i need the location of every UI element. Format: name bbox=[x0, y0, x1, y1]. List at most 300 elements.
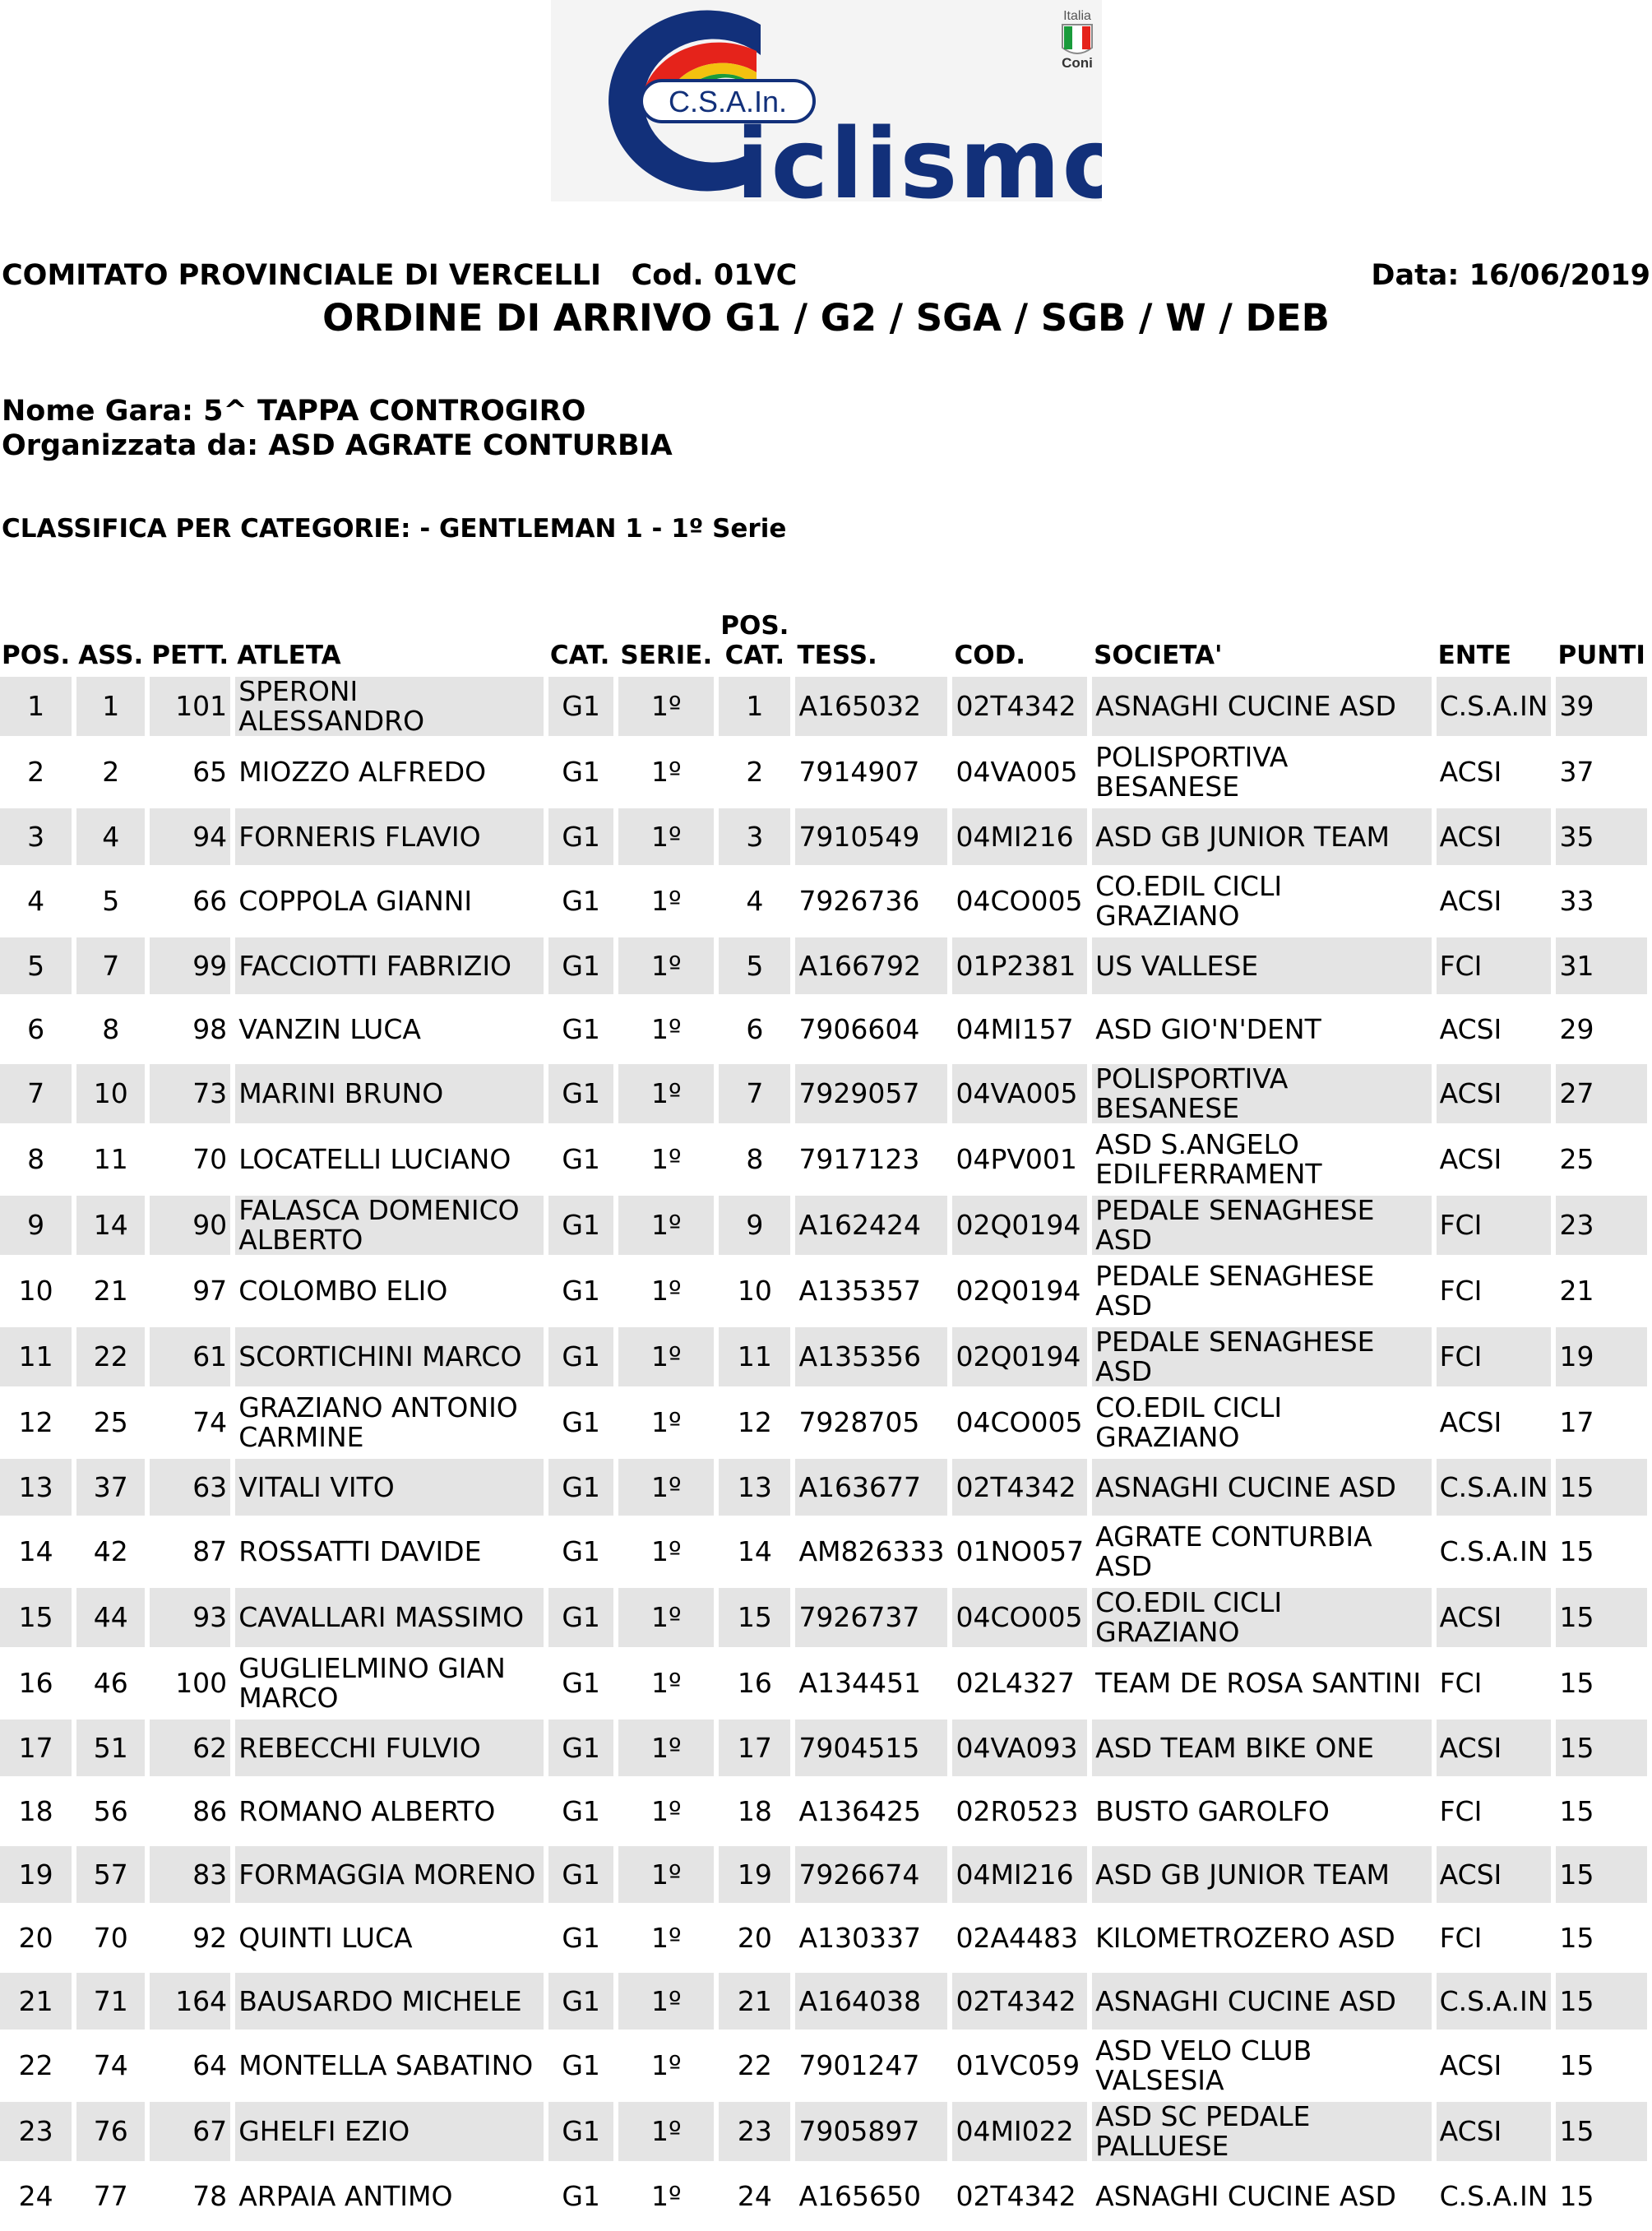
cell-atleta: SPERONI ALESSANDRO bbox=[235, 677, 544, 736]
cell-ente: ACSI bbox=[1437, 2036, 1552, 2095]
cell-pos-cat: 23 bbox=[719, 2102, 790, 2161]
cell-cat: G1 bbox=[548, 872, 613, 931]
cell-cod: 04CO005 bbox=[952, 1588, 1087, 1647]
cell-pos-cat: 10 bbox=[719, 1261, 790, 1321]
cell-cod: 02R0523 bbox=[952, 1783, 1087, 1840]
cell-pett: 100 bbox=[150, 1654, 230, 1713]
cell-atleta: GHELFI EZIO bbox=[235, 2102, 544, 2161]
table-row bbox=[0, 1588, 1647, 1647]
ciclismo-logo bbox=[551, 0, 1102, 201]
table-row bbox=[0, 1654, 1647, 1713]
cell-ente: ACSI bbox=[1437, 1588, 1552, 1647]
cell-ass: 37 bbox=[76, 1459, 145, 1516]
cell-serie: 1º bbox=[618, 1720, 714, 1776]
cell-cat: G1 bbox=[548, 1654, 613, 1713]
cell-atleta: BAUSARDO MICHELE bbox=[235, 1973, 544, 2030]
table-row bbox=[0, 1064, 1647, 1123]
cell-pos: 24 bbox=[0, 2168, 72, 2224]
cell-ass: 76 bbox=[76, 2102, 145, 2161]
results-table bbox=[0, 604, 1652, 2231]
cell-pett: 98 bbox=[150, 1001, 230, 1058]
cell-atleta: GRAZIANO ANTONIO CARMINE bbox=[235, 1393, 544, 1452]
cell-tess: 7926736 bbox=[795, 872, 947, 931]
cell-serie: 1º bbox=[618, 1654, 714, 1713]
cell-serie: 1º bbox=[618, 2102, 714, 2161]
cell-punti: 15 bbox=[1556, 1654, 1647, 1713]
cell-ass: 4 bbox=[76, 808, 145, 865]
cell-cat: G1 bbox=[548, 677, 613, 736]
cell-pos-cat: 7 bbox=[719, 1064, 790, 1123]
cell-punti: 23 bbox=[1556, 1196, 1647, 1255]
cell-punti: 27 bbox=[1556, 1064, 1647, 1123]
cell-punti: 15 bbox=[1556, 1909, 1647, 1966]
cell-pett: 78 bbox=[150, 2168, 230, 2224]
cell-punti: 15 bbox=[1556, 1588, 1647, 1647]
col-atleta: ATLETA bbox=[237, 641, 341, 670]
cell-punti: 37 bbox=[1556, 743, 1647, 802]
cell-cod: 02A4483 bbox=[952, 1909, 1087, 1966]
committee-label: COMITATO PROVINCIALE DI VERCELLI Cod. 01VC bbox=[2, 259, 798, 292]
cell-cod: 02T4342 bbox=[952, 677, 1087, 736]
cell-tess: 7904515 bbox=[795, 1720, 947, 1776]
cell-atleta: FORMAGGIA MORENO bbox=[235, 1846, 544, 1903]
cell-pett: 164 bbox=[150, 1973, 230, 2030]
cell-societa: ASD SC PEDALE PALLUESE bbox=[1092, 2102, 1431, 2161]
table-header-row bbox=[0, 611, 1647, 670]
cell-ass: 22 bbox=[76, 1327, 145, 1386]
cell-atleta: FACCIOTTI FABRIZIO bbox=[235, 937, 544, 994]
cell-ass: 25 bbox=[76, 1393, 145, 1452]
cell-pos: 16 bbox=[0, 1654, 72, 1713]
cell-ass: 44 bbox=[76, 1588, 145, 1647]
table-row bbox=[0, 1327, 1647, 1386]
cell-serie: 1º bbox=[618, 872, 714, 931]
cell-pos-cat: 13 bbox=[719, 1459, 790, 1516]
cell-ente: ACSI bbox=[1437, 1130, 1552, 1189]
cell-pos: 5 bbox=[0, 937, 72, 994]
cell-punti: 17 bbox=[1556, 1393, 1647, 1452]
cell-pos: 7 bbox=[0, 1064, 72, 1123]
cell-serie: 1º bbox=[618, 1846, 714, 1903]
cell-pett: 61 bbox=[150, 1327, 230, 1386]
cell-cat: G1 bbox=[548, 2102, 613, 2161]
cell-punti: 19 bbox=[1556, 1327, 1647, 1386]
cell-serie: 1º bbox=[618, 1130, 714, 1189]
table-row bbox=[0, 1459, 1647, 1516]
col-punti: PUNTI bbox=[1557, 641, 1645, 670]
cell-serie: 1º bbox=[618, 1522, 714, 1581]
table-row bbox=[0, 1522, 1647, 1581]
cell-pos: 18 bbox=[0, 1783, 72, 1840]
cell-atleta: ROSSATTI DAVIDE bbox=[235, 1522, 544, 1581]
cell-pett: 86 bbox=[150, 1783, 230, 1840]
cell-punti: 15 bbox=[1556, 1720, 1647, 1776]
cell-cat: G1 bbox=[548, 937, 613, 994]
col-pos-cat: POS. CAT. bbox=[720, 611, 789, 670]
cell-serie: 1º bbox=[618, 1909, 714, 1966]
cell-pett: 62 bbox=[150, 1720, 230, 1776]
cell-ass: 57 bbox=[76, 1846, 145, 1903]
cell-punti: 15 bbox=[1556, 2036, 1647, 2095]
cell-pos: 20 bbox=[0, 1909, 72, 1966]
cell-societa: ASNAGHI CUCINE ASD bbox=[1092, 2168, 1431, 2224]
table-row bbox=[0, 1001, 1647, 1058]
cell-cat: G1 bbox=[548, 1588, 613, 1647]
col-pett: PETT. bbox=[151, 641, 229, 670]
cell-tess: 7910549 bbox=[795, 808, 947, 865]
cell-pett: 99 bbox=[150, 937, 230, 994]
cell-ente: FCI bbox=[1437, 1261, 1552, 1321]
cell-pos: 9 bbox=[0, 1196, 72, 1255]
cell-tess: 7926737 bbox=[795, 1588, 947, 1647]
cell-cod: 04VA005 bbox=[952, 1064, 1087, 1123]
cell-cod: 02Q0194 bbox=[952, 1261, 1087, 1321]
cell-pos-cat: 4 bbox=[719, 872, 790, 931]
table-row bbox=[0, 937, 1647, 994]
cell-pos-cat: 16 bbox=[719, 1654, 790, 1713]
cell-ass: 21 bbox=[76, 1261, 145, 1321]
cell-pos-cat: 19 bbox=[719, 1846, 790, 1903]
cell-serie: 1º bbox=[618, 1393, 714, 1452]
cell-tess: A165650 bbox=[795, 2168, 947, 2224]
cell-pos-cat: 20 bbox=[719, 1909, 790, 1966]
cell-serie: 1º bbox=[618, 808, 714, 865]
cell-pett: 64 bbox=[150, 2036, 230, 2095]
cell-ass: 7 bbox=[76, 937, 145, 994]
cell-cat: G1 bbox=[548, 2168, 613, 2224]
cell-tess: 7901247 bbox=[795, 2036, 947, 2095]
cell-cod: 04VA005 bbox=[952, 743, 1087, 802]
cell-societa: ASD GB JUNIOR TEAM bbox=[1092, 808, 1431, 865]
cell-societa: BUSTO GAROLFO bbox=[1092, 1783, 1431, 1840]
cell-pos-cat: 22 bbox=[719, 2036, 790, 2095]
cell-ass: 42 bbox=[76, 1522, 145, 1581]
cell-ass: 46 bbox=[76, 1654, 145, 1713]
cell-pett: 93 bbox=[150, 1588, 230, 1647]
cell-societa: CO.EDIL CICLI GRAZIANO bbox=[1092, 1393, 1431, 1452]
cell-cod: 01VC059 bbox=[952, 2036, 1087, 2095]
cell-atleta: ROMANO ALBERTO bbox=[235, 1783, 544, 1840]
race-name: Nome Gara: 5^ TAPPA CONTROGIRO bbox=[2, 395, 586, 428]
cell-societa: CO.EDIL CICLI GRAZIANO bbox=[1092, 1588, 1431, 1647]
cell-pett: 65 bbox=[150, 743, 230, 802]
cell-ente: C.S.A.IN bbox=[1437, 2168, 1552, 2224]
cell-ente: ACSI bbox=[1437, 1001, 1552, 1058]
cell-cod: 02T4342 bbox=[952, 1459, 1087, 1516]
table-row bbox=[0, 1909, 1647, 1966]
cell-societa: ASD GB JUNIOR TEAM bbox=[1092, 1846, 1431, 1903]
cell-punti: 25 bbox=[1556, 1130, 1647, 1189]
cell-ass: 74 bbox=[76, 2036, 145, 2095]
cell-ass: 5 bbox=[76, 872, 145, 931]
cell-pos: 6 bbox=[0, 1001, 72, 1058]
cell-punti: 31 bbox=[1556, 937, 1647, 994]
cell-pos-cat: 15 bbox=[719, 1588, 790, 1647]
table-row bbox=[0, 743, 1647, 802]
cell-serie: 1º bbox=[618, 743, 714, 802]
table-row bbox=[0, 808, 1647, 865]
table-row bbox=[0, 872, 1647, 931]
cell-ente: C.S.A.IN bbox=[1437, 1522, 1552, 1581]
cell-punti: 33 bbox=[1556, 872, 1647, 931]
cell-pett: 63 bbox=[150, 1459, 230, 1516]
cell-cat: G1 bbox=[548, 1846, 613, 1903]
cell-serie: 1º bbox=[618, 1588, 714, 1647]
table-row bbox=[0, 1783, 1647, 1840]
col-ass: ASS. bbox=[78, 641, 144, 670]
cell-cat: G1 bbox=[548, 1001, 613, 1058]
cell-ass: 8 bbox=[76, 1001, 145, 1058]
cell-pos-cat: 18 bbox=[719, 1783, 790, 1840]
col-pos: POS. bbox=[2, 641, 71, 670]
cell-tess: A164038 bbox=[795, 1973, 947, 2030]
cell-pos-cat: 2 bbox=[719, 743, 790, 802]
cell-societa: ASD S.ANGELO EDILFERRAMENT bbox=[1092, 1130, 1431, 1189]
cell-cod: 04MI216 bbox=[952, 1846, 1087, 1903]
cell-tess: A162424 bbox=[795, 1196, 947, 1255]
cell-pos: 2 bbox=[0, 743, 72, 802]
cell-cat: G1 bbox=[548, 2036, 613, 2095]
cell-punti: 15 bbox=[1556, 1973, 1647, 2030]
cell-cat: G1 bbox=[548, 1522, 613, 1581]
table-row bbox=[0, 1196, 1647, 1255]
cell-pos: 15 bbox=[0, 1588, 72, 1647]
cell-cat: G1 bbox=[548, 1064, 613, 1123]
cell-serie: 1º bbox=[618, 1327, 714, 1386]
cell-tess: 7926674 bbox=[795, 1846, 947, 1903]
cell-atleta: GUGLIELMINO GIAN MARCO bbox=[235, 1654, 544, 1713]
cell-ente: ACSI bbox=[1437, 1064, 1552, 1123]
cell-pos: 21 bbox=[0, 1973, 72, 2030]
cell-pos-cat: 5 bbox=[719, 937, 790, 994]
cell-ente: ACSI bbox=[1437, 2102, 1552, 2161]
cell-pett: 74 bbox=[150, 1393, 230, 1452]
cell-ass: 1 bbox=[76, 677, 145, 736]
cell-cat: G1 bbox=[548, 1261, 613, 1321]
cell-ente: ACSI bbox=[1437, 872, 1552, 931]
cell-pos-cat: 17 bbox=[719, 1720, 790, 1776]
col-societa: SOCIETA' bbox=[1094, 641, 1223, 670]
cell-pos: 11 bbox=[0, 1327, 72, 1386]
cell-cod: 04CO005 bbox=[952, 872, 1087, 931]
cell-atleta: VANZIN LUCA bbox=[235, 1001, 544, 1058]
cell-atleta: COPPOLA GIANNI bbox=[235, 872, 544, 931]
table-row bbox=[0, 2036, 1647, 2095]
cell-tess: A165032 bbox=[795, 677, 947, 736]
cell-ass: 10 bbox=[76, 1064, 145, 1123]
cell-cod: 04MI157 bbox=[952, 1001, 1087, 1058]
cell-serie: 1º bbox=[618, 1459, 714, 1516]
cell-pett: 87 bbox=[150, 1522, 230, 1581]
col-serie: SERIE. bbox=[620, 641, 713, 670]
cell-pos: 19 bbox=[0, 1846, 72, 1903]
cell-tess: A134451 bbox=[795, 1654, 947, 1713]
cell-societa: TEAM DE ROSA SANTINI bbox=[1092, 1654, 1431, 1713]
cell-pos: 4 bbox=[0, 872, 72, 931]
cell-ente: FCI bbox=[1437, 1654, 1552, 1713]
cell-cod: 04PV001 bbox=[952, 1130, 1087, 1189]
cell-pett: 101 bbox=[150, 677, 230, 736]
cell-tess: A130337 bbox=[795, 1909, 947, 1966]
cell-punti: 35 bbox=[1556, 808, 1647, 865]
brand-text: iclismo bbox=[736, 107, 1102, 201]
cell-cat: G1 bbox=[548, 1783, 613, 1840]
cell-atleta: REBECCHI FULVIO bbox=[235, 1720, 544, 1776]
cell-cat: G1 bbox=[548, 1196, 613, 1255]
cell-ente: FCI bbox=[1437, 937, 1552, 994]
cell-ente: FCI bbox=[1437, 1327, 1552, 1386]
cell-pos: 22 bbox=[0, 2036, 72, 2095]
cell-pos-cat: 8 bbox=[719, 1130, 790, 1189]
cell-punti: 15 bbox=[1556, 2168, 1647, 2224]
table-row bbox=[0, 1393, 1647, 1452]
cell-tess: 7905897 bbox=[795, 2102, 947, 2161]
cell-ente: ACSI bbox=[1437, 743, 1552, 802]
col-cod: COD. bbox=[954, 641, 1026, 670]
cell-atleta: MARINI BRUNO bbox=[235, 1064, 544, 1123]
cell-pos-cat: 12 bbox=[719, 1393, 790, 1452]
cell-ente: FCI bbox=[1437, 1783, 1552, 1840]
cell-serie: 1º bbox=[618, 937, 714, 994]
cell-cat: G1 bbox=[548, 808, 613, 865]
cell-ente: ACSI bbox=[1437, 1393, 1552, 1452]
cell-pos-cat: 24 bbox=[719, 2168, 790, 2224]
cell-societa: ASD VELO CLUB VALSESIA bbox=[1092, 2036, 1431, 2095]
page-title: ORDINE DI ARRIVO G1 / G2 / SGA / SGB / W / DEB bbox=[322, 296, 1330, 340]
cell-cat: G1 bbox=[548, 1459, 613, 1516]
cell-pos: 13 bbox=[0, 1459, 72, 1516]
cell-pos-cat: 6 bbox=[719, 1001, 790, 1058]
cell-punti: 15 bbox=[1556, 1783, 1647, 1840]
cell-ente: ACSI bbox=[1437, 1720, 1552, 1776]
cell-tess: 7917123 bbox=[795, 1130, 947, 1189]
cell-punti: 15 bbox=[1556, 1459, 1647, 1516]
cell-pett: 94 bbox=[150, 808, 230, 865]
cell-ente: C.S.A.IN bbox=[1437, 1459, 1552, 1516]
cell-societa: ASNAGHI CUCINE ASD bbox=[1092, 677, 1431, 736]
cell-pos-cat: 3 bbox=[719, 808, 790, 865]
cell-pett: 97 bbox=[150, 1261, 230, 1321]
cell-cod: 01P2381 bbox=[952, 937, 1087, 994]
cell-tess: A135357 bbox=[795, 1261, 947, 1321]
cell-pett: 92 bbox=[150, 1909, 230, 1966]
cell-societa: ASNAGHI CUCINE ASD bbox=[1092, 1973, 1431, 2030]
cell-pos: 8 bbox=[0, 1130, 72, 1189]
table-row bbox=[0, 1261, 1647, 1321]
cell-tess: 7929057 bbox=[795, 1064, 947, 1123]
header-line bbox=[0, 259, 1652, 294]
cell-pos-cat: 14 bbox=[719, 1522, 790, 1581]
cell-pett: 73 bbox=[150, 1064, 230, 1123]
cell-societa: PEDALE SENAGHESE ASD bbox=[1092, 1196, 1431, 1255]
cell-ass: 14 bbox=[76, 1196, 145, 1255]
classification-label: CLASSIFICA PER CATEGORIE: - GENTLEMAN 1 - 1º Serie bbox=[2, 514, 787, 544]
cell-cat: G1 bbox=[548, 1973, 613, 2030]
cell-atleta: FORNERIS FLAVIO bbox=[235, 808, 544, 865]
cell-cat: G1 bbox=[548, 1327, 613, 1386]
cell-cod: 02Q0194 bbox=[952, 1327, 1087, 1386]
cell-punti: 15 bbox=[1556, 1846, 1647, 1903]
svg-text:C.S.A.In.: C.S.A.In. bbox=[668, 85, 788, 118]
cell-societa: POLISPORTIVA BESANESE bbox=[1092, 1064, 1431, 1123]
cell-pett: 90 bbox=[150, 1196, 230, 1255]
cell-societa: AGRATE CONTURBIA ASD bbox=[1092, 1522, 1431, 1581]
cell-tess: A135356 bbox=[795, 1327, 947, 1386]
cell-cod: 04MI216 bbox=[952, 808, 1087, 865]
cell-atleta: LOCATELLI LUCIANO bbox=[235, 1130, 544, 1189]
cell-cat: G1 bbox=[548, 1720, 613, 1776]
cell-ass: 51 bbox=[76, 1720, 145, 1776]
cell-cat: G1 bbox=[548, 1130, 613, 1189]
cell-serie: 1º bbox=[618, 1064, 714, 1123]
cell-serie: 1º bbox=[618, 1973, 714, 2030]
cell-tess: 7914907 bbox=[795, 743, 947, 802]
cell-tess: A163677 bbox=[795, 1459, 947, 1516]
cell-societa: KILOMETROZERO ASD bbox=[1092, 1909, 1431, 1966]
date-label: Data: 16/06/2019 bbox=[1371, 259, 1650, 292]
svg-text:Coni: Coni bbox=[1062, 55, 1093, 71]
cell-pos-cat: 1 bbox=[719, 677, 790, 736]
cell-pett: 70 bbox=[150, 1130, 230, 1189]
cell-ente: C.S.A.IN bbox=[1437, 1973, 1552, 2030]
cell-societa: ASNAGHI CUCINE ASD bbox=[1092, 1459, 1431, 1516]
table-row bbox=[0, 2102, 1647, 2161]
table-row bbox=[0, 2168, 1647, 2224]
cell-cod: 01NO057 bbox=[952, 1522, 1087, 1581]
cell-tess: 7906604 bbox=[795, 1001, 947, 1058]
cell-cat: G1 bbox=[548, 1393, 613, 1452]
cell-serie: 1º bbox=[618, 677, 714, 736]
cell-tess: AM826333 bbox=[795, 1522, 947, 1581]
table-row bbox=[0, 1846, 1647, 1903]
cell-serie: 1º bbox=[618, 1783, 714, 1840]
cell-ass: 77 bbox=[76, 2168, 145, 2224]
cell-pos-cat: 11 bbox=[719, 1327, 790, 1386]
svg-text:Italia: Italia bbox=[1063, 9, 1091, 23]
cell-societa: PEDALE SENAGHESE ASD bbox=[1092, 1327, 1431, 1386]
cell-ente: ACSI bbox=[1437, 1846, 1552, 1903]
cell-cod: 02Q0194 bbox=[952, 1196, 1087, 1255]
cell-punti: 21 bbox=[1556, 1261, 1647, 1321]
cell-ass: 70 bbox=[76, 1909, 145, 1966]
cell-serie: 1º bbox=[618, 1261, 714, 1321]
cell-pos: 12 bbox=[0, 1393, 72, 1452]
cell-societa: CO.EDIL CICLI GRAZIANO bbox=[1092, 872, 1431, 931]
cell-punti: 15 bbox=[1556, 1522, 1647, 1581]
table-row bbox=[0, 677, 1647, 736]
cell-ass: 71 bbox=[76, 1973, 145, 2030]
cell-societa: ASD GIO'N'DENT bbox=[1092, 1001, 1431, 1058]
cell-punti: 15 bbox=[1556, 2102, 1647, 2161]
organizer: Organizzata da: ASD AGRATE CONTURBIA bbox=[2, 429, 673, 462]
cell-cat: G1 bbox=[548, 743, 613, 802]
cell-cod: 02L4327 bbox=[952, 1654, 1087, 1713]
cell-pett: 83 bbox=[150, 1846, 230, 1903]
cell-cat: G1 bbox=[548, 1909, 613, 1966]
cell-serie: 1º bbox=[618, 2168, 714, 2224]
cell-ente: FCI bbox=[1437, 1909, 1552, 1966]
table-row bbox=[0, 1973, 1647, 2030]
cell-pett: 67 bbox=[150, 2102, 230, 2161]
table-row bbox=[0, 1130, 1647, 1189]
cell-ente: FCI bbox=[1437, 1196, 1552, 1255]
cell-pos-cat: 21 bbox=[719, 1973, 790, 2030]
cell-ente: ACSI bbox=[1437, 808, 1552, 865]
cell-pett: 66 bbox=[150, 872, 230, 931]
cell-serie: 1º bbox=[618, 1196, 714, 1255]
cell-pos: 10 bbox=[0, 1261, 72, 1321]
cell-atleta: ARPAIA ANTIMO bbox=[235, 2168, 544, 2224]
